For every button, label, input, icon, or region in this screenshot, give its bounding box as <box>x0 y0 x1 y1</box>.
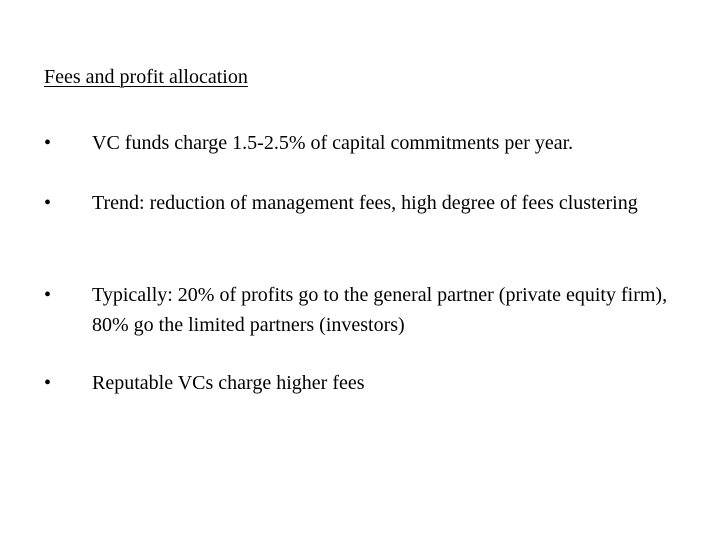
bullet-text: Reputable VCs charge higher fees <box>92 372 365 394</box>
bullet-text: Typically: 20% of profits go to the general partner (private equity firm), 80% go the limited partners (investors) <box>92 284 668 336</box>
bullet-dot-icon: • <box>44 372 52 394</box>
bullet-dot-icon: • <box>44 284 52 306</box>
bullet-dot-icon: • <box>44 132 52 154</box>
bullet-text: Trend: reduction of management fees, high degree of fees clustering <box>92 192 638 214</box>
slide-title: Fees and profit allocation <box>44 66 248 88</box>
bullet-text: VC funds charge 1.5-2.5% of capital commitments per year. <box>92 132 574 154</box>
bullet-dot-icon: • <box>44 192 52 214</box>
